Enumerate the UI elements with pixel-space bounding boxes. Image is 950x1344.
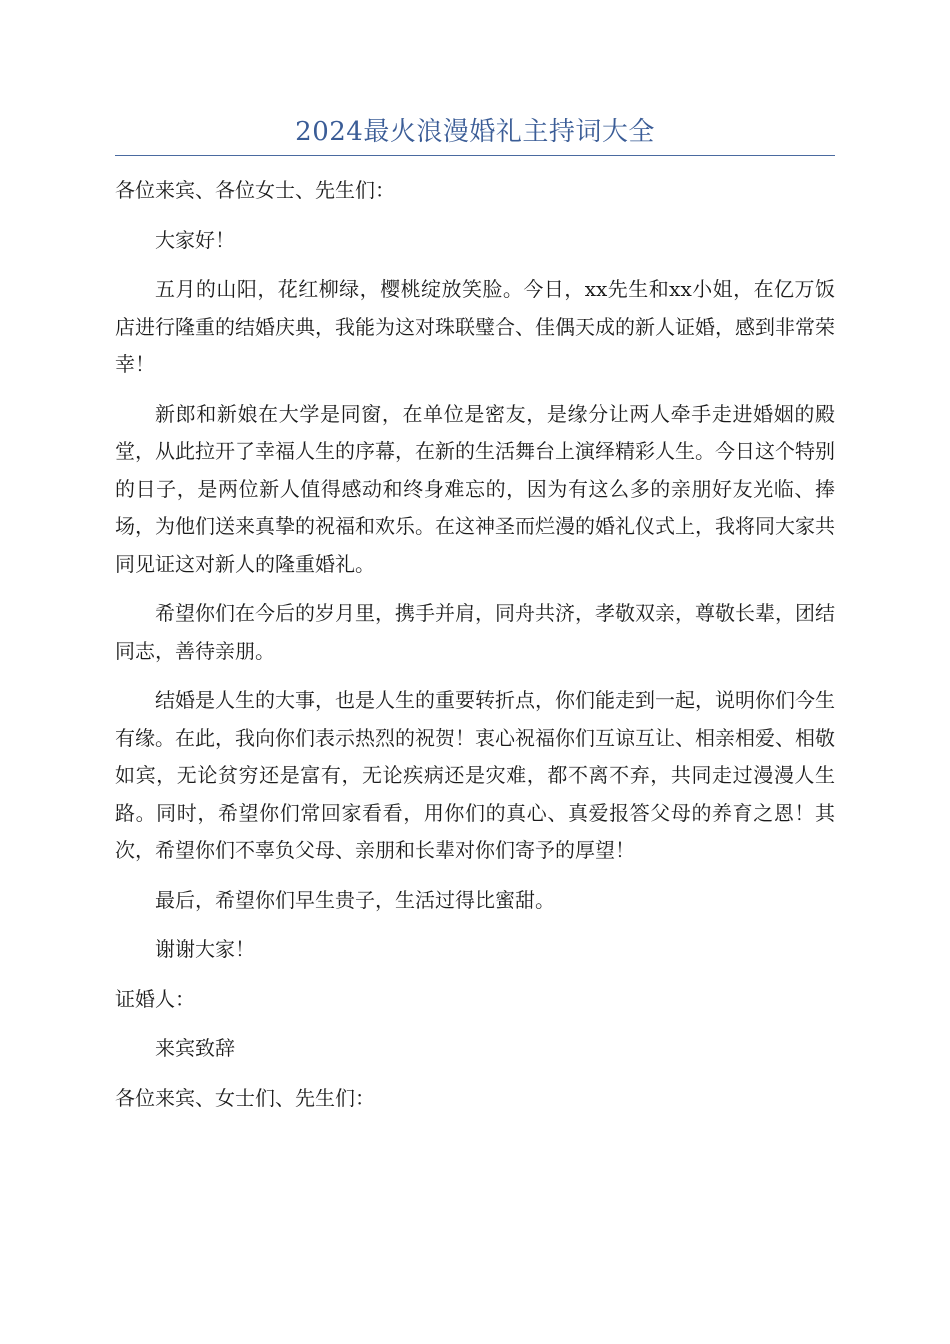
paragraph-couple-story: 新郎和新娘在大学是同窗，在单位是密友，是缘分让两人牵手走进婚姻的殿堂，从此拉开了幸福人生的序幕，在新的生活舞台上演绎精彩人生。今日这个特别的日子，是两位新人值得感动和终身难忘的，因为有这么多的亲朋好友光临、捧场，为他们送来真挚的祝福和欢乐。在这神圣而烂漫的婚礼仪式上，我将同大家共同见证这对新人的隆重婚礼。	[115, 401, 835, 576]
paragraph-hello: 大家好！	[155, 227, 235, 252]
paragraph-guest-speech-heading: 来宾致辞	[155, 1036, 235, 1060]
paragraph-wishes: 希望你们在今后的岁月里，携手并肩，同舟共济，孝敬双亲，尊敬长辈，团结同志，善待亲朋。	[115, 601, 835, 663]
paragraph-intro: 五月的山阳，花红柳绿，樱桃绽放笑脸。今日，xx先生和xx小姐，在亿万饭店进行隆重的结婚庆典，我能为这对珠联璧合、佳偶天成的新人证婚，感到非常荣幸！	[115, 277, 835, 376]
document-body	[115, 172, 835, 1129]
paragraph-greeting: 各位来宾、各位女士、先生们：	[115, 178, 395, 202]
paragraph-greeting-2: 各位来宾、女士们、先生们：	[115, 1085, 375, 1110]
paragraph-closing-wish: 最后，希望你们早生贵子，生活过得比蜜甜。	[155, 887, 555, 912]
document-title: 2024最火浪漫婚礼主持词大全	[295, 117, 655, 147]
paragraph-blessing: 结婚是人生的大事，也是人生的重要转折点，你们能走到一起，说明你们今生有缘。在此，我向你们表示热烈的祝贺！衷心祝福你们互谅互让、相亲相爱、相敬如宾，无论贫穷还是富有，无论疾病还是灾难，都不离不弃，共同走过漫漫人生路。同时，希望你们常回家看看，用你们的真心、真爱报答父母的养育之恩！其次，希望你们不辜负父母、亲朋和长辈对你们寄予的厚望！	[115, 688, 835, 862]
paragraph-thanks: 谢谢大家！	[155, 937, 255, 961]
title-block	[115, 112, 835, 156]
paragraph-witness: 证婚人：	[115, 986, 195, 1011]
